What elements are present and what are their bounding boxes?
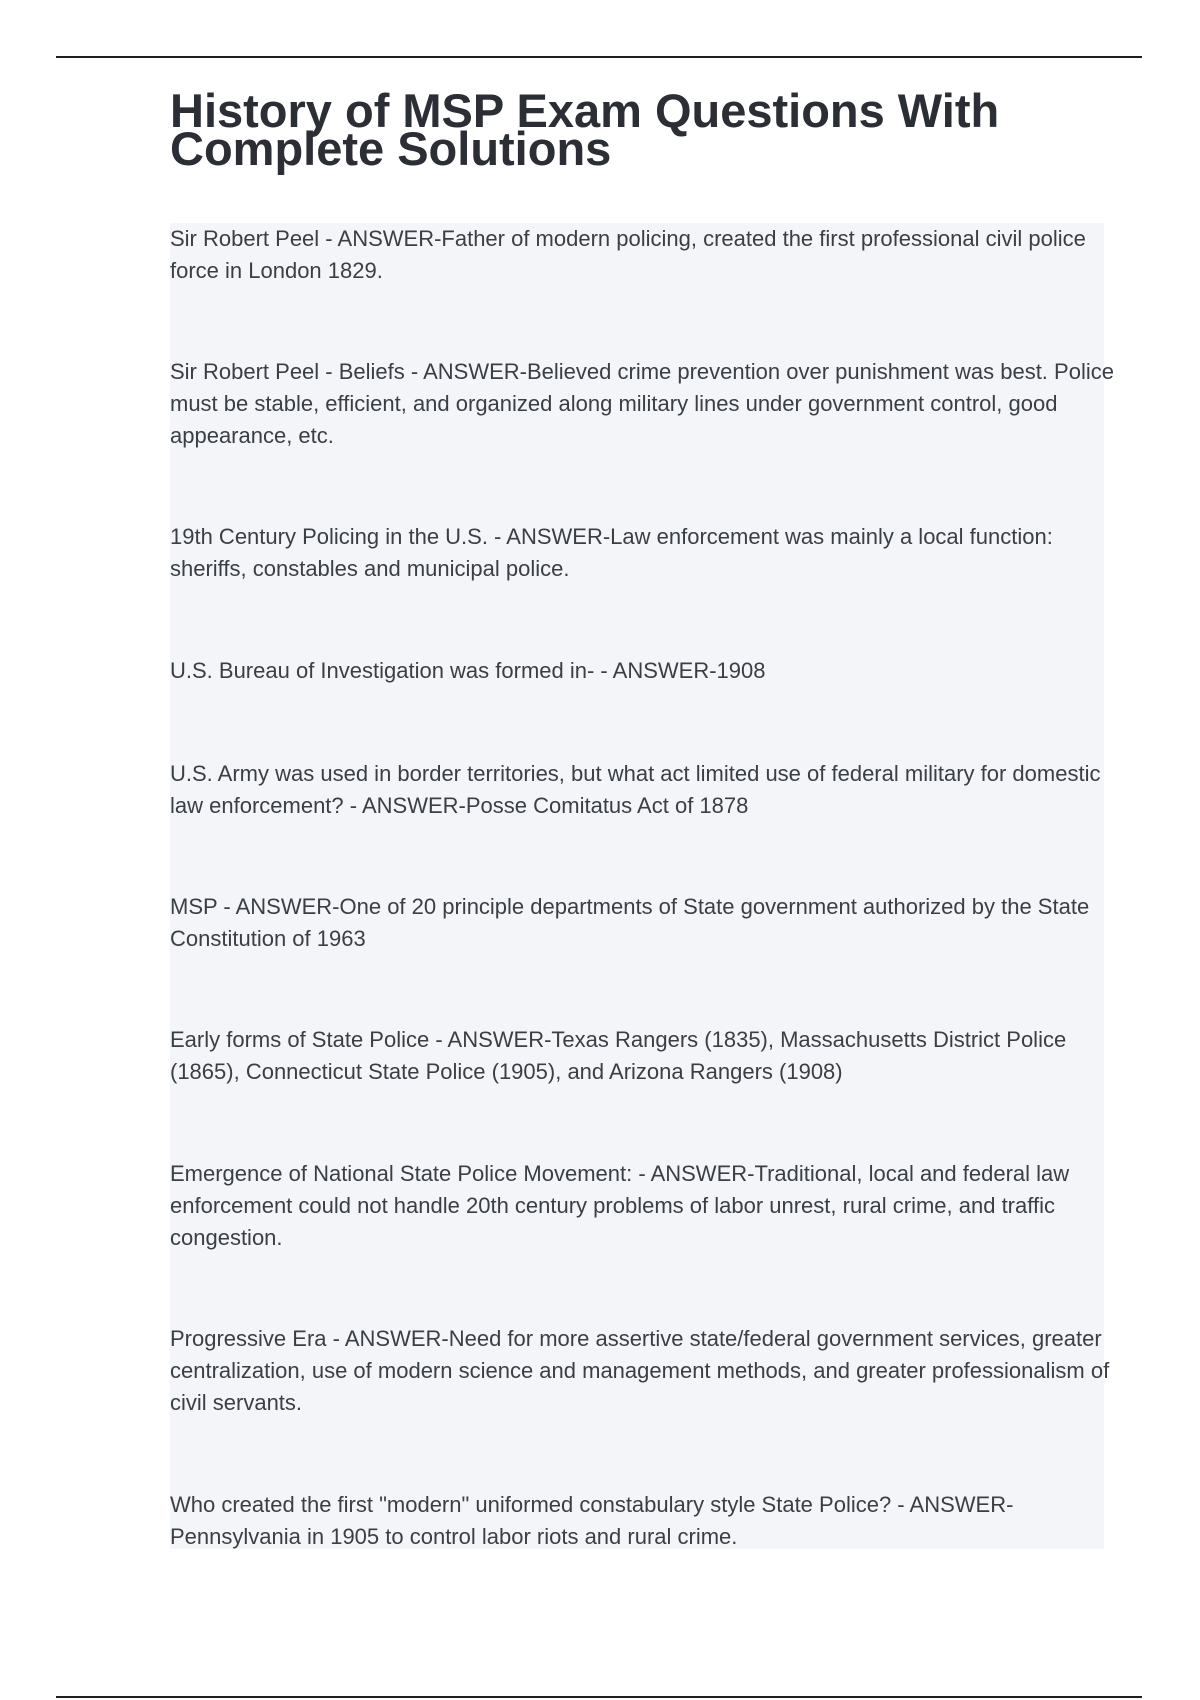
- qa-item: Who created the first "modern" uniformed constabulary style State Police? - ANSWER-Pennsylvania in 1905 to control labor riots and rural crime.: [170, 1492, 1014, 1549]
- qa-item: Sir Robert Peel - ANSWER-Father of modern policing, created the first professional civil police force in London 1829.: [170, 226, 1086, 283]
- qa-item: Early forms of State Police - ANSWER-Texas Rangers (1835), Massachusetts District Police (1865), Connecticut State Police (1905), and Arizona Rangers (1908): [170, 1027, 1067, 1084]
- document-title: History of MSP Exam Questions With Complete Solutions: [170, 84, 1000, 175]
- top-divider: [56, 56, 1142, 58]
- qa-item: Emergence of National State Police Movement: - ANSWER-Traditional, local and federal law enforcement could not handle 20th century problems of labor unrest, rural crime, and traffic congestion.: [170, 1161, 1070, 1250]
- bottom-divider: [56, 1696, 1142, 1698]
- qa-item: U.S. Bureau of Investigation was formed in- - ANSWER-1908: [170, 658, 766, 683]
- qa-item: MSP - ANSWER-One of 20 principle departments of State government authorized by the State Constitution of 1963: [170, 894, 1090, 951]
- qa-item: U.S. Army was used in border territories, but what act limited use of federal military for domestic law enforcement? - ANSWER-Posse Comitatus Act of 1878: [170, 761, 1101, 818]
- qa-item: 19th Century Policing in the U.S. - ANSWER-Law enforcement was mainly a local function: sheriffs, constables and municipal police.: [170, 524, 1053, 581]
- qa-item: Sir Robert Peel - Beliefs - ANSWER-Believed crime prevention over punishment was best. Police must be stable, efficient, and organized along military lines under government control, good appearance, etc.: [170, 359, 1114, 448]
- qa-item: Progressive Era - ANSWER-Need for more assertive state/federal government services, greater centralization, use of modern science and management methods, and greater professionalism of civil servants.: [170, 1326, 1110, 1415]
